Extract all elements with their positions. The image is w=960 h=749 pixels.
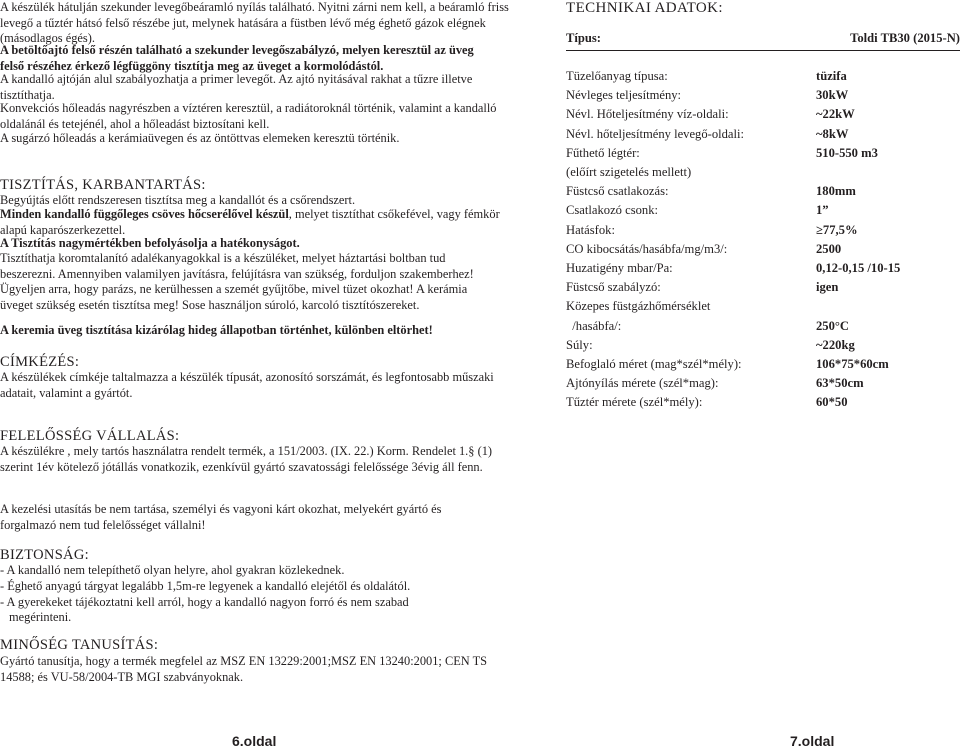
tech-row-value: 250°C <box>816 318 850 333</box>
tech-row <box>566 127 960 144</box>
safety-item-3: - A gyerekeket tájékoztatni kell arról, hogy a kandalló nagyon forró és nem szabad <box>0 595 409 609</box>
paragraph-liability-2: A kezelési utasítás be nem tartása, személyi és vagyoni kárt okozhat, melyekért gyártó és forgalmazó nem tud felelősséget vállalni! <box>0 502 442 532</box>
paragraph-secondary-air: A készülék hátulján szekunder levegőbeáramló nyílás található. Nyitni zárni nem kell, a beáramló friss levegő a tűztér hátsó felső részébe jut, melynek hatására a füstben lévő még éghető gázok elégnek (másodlagos égés). <box>0 0 509 45</box>
tech-title: TECHNIKAI ADATOK: <box>566 0 723 16</box>
tech-row-label: Huzatigény mbar/Pa: <box>566 261 673 275</box>
tech-row <box>566 107 960 124</box>
tech-row <box>566 69 960 86</box>
tech-row-value: 60*50 <box>816 395 848 410</box>
tech-row <box>566 280 960 297</box>
tech-row-value: 180mm <box>816 184 856 199</box>
tech-row-value: 30kW <box>816 88 849 103</box>
heading-cleaning: TISZTÍTÁS, KARBANTARTÁS: <box>0 177 206 193</box>
tech-row-label: Füstcső csatlakozás: <box>566 184 669 199</box>
tech-row-value: 2500 <box>816 241 842 256</box>
heading-quality: MINŐSÉG TANUSÍTÁS: <box>0 637 159 653</box>
tech-row-label: Befoglaló méret (mag*szél*mély): <box>566 357 742 371</box>
tech-row-label: Súly: <box>566 337 593 352</box>
tech-row-value: tüzifa <box>816 69 847 83</box>
tech-row <box>566 242 960 259</box>
paragraph-radiation: A sugárzó hőleadás a kerámiaüvegen és az öntöttvas elemeken keresztü történik. <box>0 131 400 145</box>
tech-row-value: 1” <box>816 203 829 218</box>
tech-row <box>566 338 960 355</box>
tech-row <box>566 203 960 220</box>
tech-row-label: Tüzelőanyag típusa: <box>566 69 668 83</box>
tech-row <box>566 261 960 278</box>
type-divider <box>566 50 960 51</box>
tech-row-value: 0,12-0,15 /10-15 <box>816 261 901 275</box>
paragraph-cleaning-1: Begyújtás előtt rendszeresen tisztítsa meg a kandallót és a csőrendszert. <box>0 193 356 207</box>
paragraph-liability-1: A készülékre , mely tartós használatra rendelt termék, a 151/2003. (IX. 22.) Korm. Rendelet 1.§ (1) szerint 1év kötelező jótállás vonatkozik, ezenkívül gyártó szavatossági felelőssége 3évig áll fenn. <box>0 444 493 474</box>
paragraph-labels: A készülékek címkéje taltalmazza a készülék típusát, azonosító sorszámát, és legfontosabb műszaki adatait, valamint a gyártót. <box>0 370 494 400</box>
page-number-right: 7.oldal <box>790 733 835 749</box>
tech-row <box>566 146 960 163</box>
tech-row-label: Névleges teljesítmény: <box>566 88 682 103</box>
heading-safety: BIZTONSÁG: <box>0 547 89 563</box>
tech-row-label: Közepes füstgázhőmérséklet <box>566 299 711 314</box>
paragraph-cleaning-3: A Tisztítás nagymértékben befolyásolja a hatékonyságot. <box>0 236 300 250</box>
safety-item-3-cont: megérinteni. <box>9 610 72 624</box>
tech-row <box>566 319 960 336</box>
safety-item-2: - Éghető anyagú tárgyat legalább 1,5m-re legyenek a kandalló elejétől és oldalától. <box>0 579 411 593</box>
tech-row <box>566 299 960 316</box>
tech-row-value: 63*50cm <box>816 376 864 391</box>
tech-row-label: Füstcső szabályzó: <box>566 280 661 295</box>
tech-row-value: ≥77,5% <box>816 222 858 237</box>
tech-row <box>566 357 960 374</box>
type-label: Típus: <box>566 31 602 45</box>
tech-row-label: Fűthető légtér: <box>566 145 640 160</box>
paragraph-quality: Gyártó tanusítja, hogy a termék megfelel az MSZ EN 13229:2001;MSZ EN 13240:2001; CEN TS 14588; és VU-58/2004-TB MGI szabványoknak. <box>0 654 488 684</box>
safety-item-1: - A kandalló nem telepíthető olyan helyre, ahol gyakran közlekednek. <box>0 563 345 577</box>
paragraph-primary-air: A kandalló ajtóján alul szabályozhatja a primer levegőt. Az ajtó nyitásával rakhat a tűzre illetve tisztíthatja. <box>0 72 473 102</box>
tech-row-value: ~8kW <box>816 126 849 141</box>
tech-row <box>566 395 960 412</box>
tech-row-label: (előírt szigetelés mellett) <box>566 165 692 179</box>
type-row <box>566 31 960 48</box>
heading-labels: CÍMKÉZÉS: <box>0 354 80 370</box>
tech-row-value: 510-550 m3 <box>816 145 878 160</box>
tech-row-value: ~22kW <box>816 107 855 122</box>
tech-row <box>566 223 960 240</box>
paragraph-cleaning-5: A keremia üveg tisztítása kizárólag hideg állapotban történhet, különben eltörhet! <box>0 323 433 337</box>
tech-row-label: Tűztér mérete (szél*mély): <box>566 395 703 410</box>
paragraph-convection: Konvekciós hőleadás nagyrészben a víztéren keresztül, a radiátoroknál történik, valamint a kandalló oldalánál és tetejénél, ahol a hőleadást biztosítani kell. <box>0 101 497 131</box>
tech-row <box>566 165 960 182</box>
tech-row-label: Névl. Hőteljesítmény víz-oldali: <box>566 107 729 122</box>
tech-row-label: Névl. hőteljesítmény levegő-oldali: <box>566 126 745 141</box>
tech-row <box>566 88 960 105</box>
tech-row-value: 106*75*60cm <box>816 357 889 371</box>
page-number-left: 6.oldal <box>232 733 277 749</box>
cleaning-2-rest: , melyet tisztíthat csőkefével, vagy fémkör alapú kaparószerkezettel. <box>0 207 500 237</box>
tech-row-label: Hatásfok: <box>566 222 615 237</box>
tech-row-value: igen <box>816 280 839 295</box>
paragraph-cleaning-4: Tisztíthatja koromtalanító adalékanyagokkal is a készüléket, melyet háztartási boltban tud beszerezni. Amennyiben valamilyen javításra, felújításra van szükség, forduljon szakemberhez! Ügyeljen arra, hogy parázs, ne kerülhessen a szemét gyűjtőbe, mivel tüzet okozhat! A kerámia üveget szükség esetén tisztítsa meg! Sose használjon súroló, karcoló tisztítószereket. <box>0 251 474 312</box>
type-value: Toldi TB30 (2015-N) <box>850 31 960 45</box>
tech-row-label: CO kibocsátás/hasábfa/mg/m3/: <box>566 241 728 256</box>
tech-row-value: ~220kg <box>816 337 855 352</box>
tech-row-label: Csatlakozó csonk: <box>566 203 658 218</box>
tech-row-label: /hasábfa/: <box>566 318 622 333</box>
paragraph-secondary-regulator: A betöltőajtó felső részén található a szekunder levegőszabályzó, melyen keresztül az üveg felső részéhez érkező légfüggöny tisztítja meg az üveget a kormolódástól. <box>0 43 474 73</box>
cleaning-2-bold: Minden kandalló függőleges csöves hőcserélővel készül <box>0 207 289 221</box>
tech-row-label: Ajtónyílás mérete (szél*mag): <box>566 376 719 391</box>
tech-row <box>566 376 960 393</box>
heading-liability: FELELŐSSÉG VÁLLALÁS: <box>0 428 180 444</box>
tech-row <box>566 184 960 201</box>
